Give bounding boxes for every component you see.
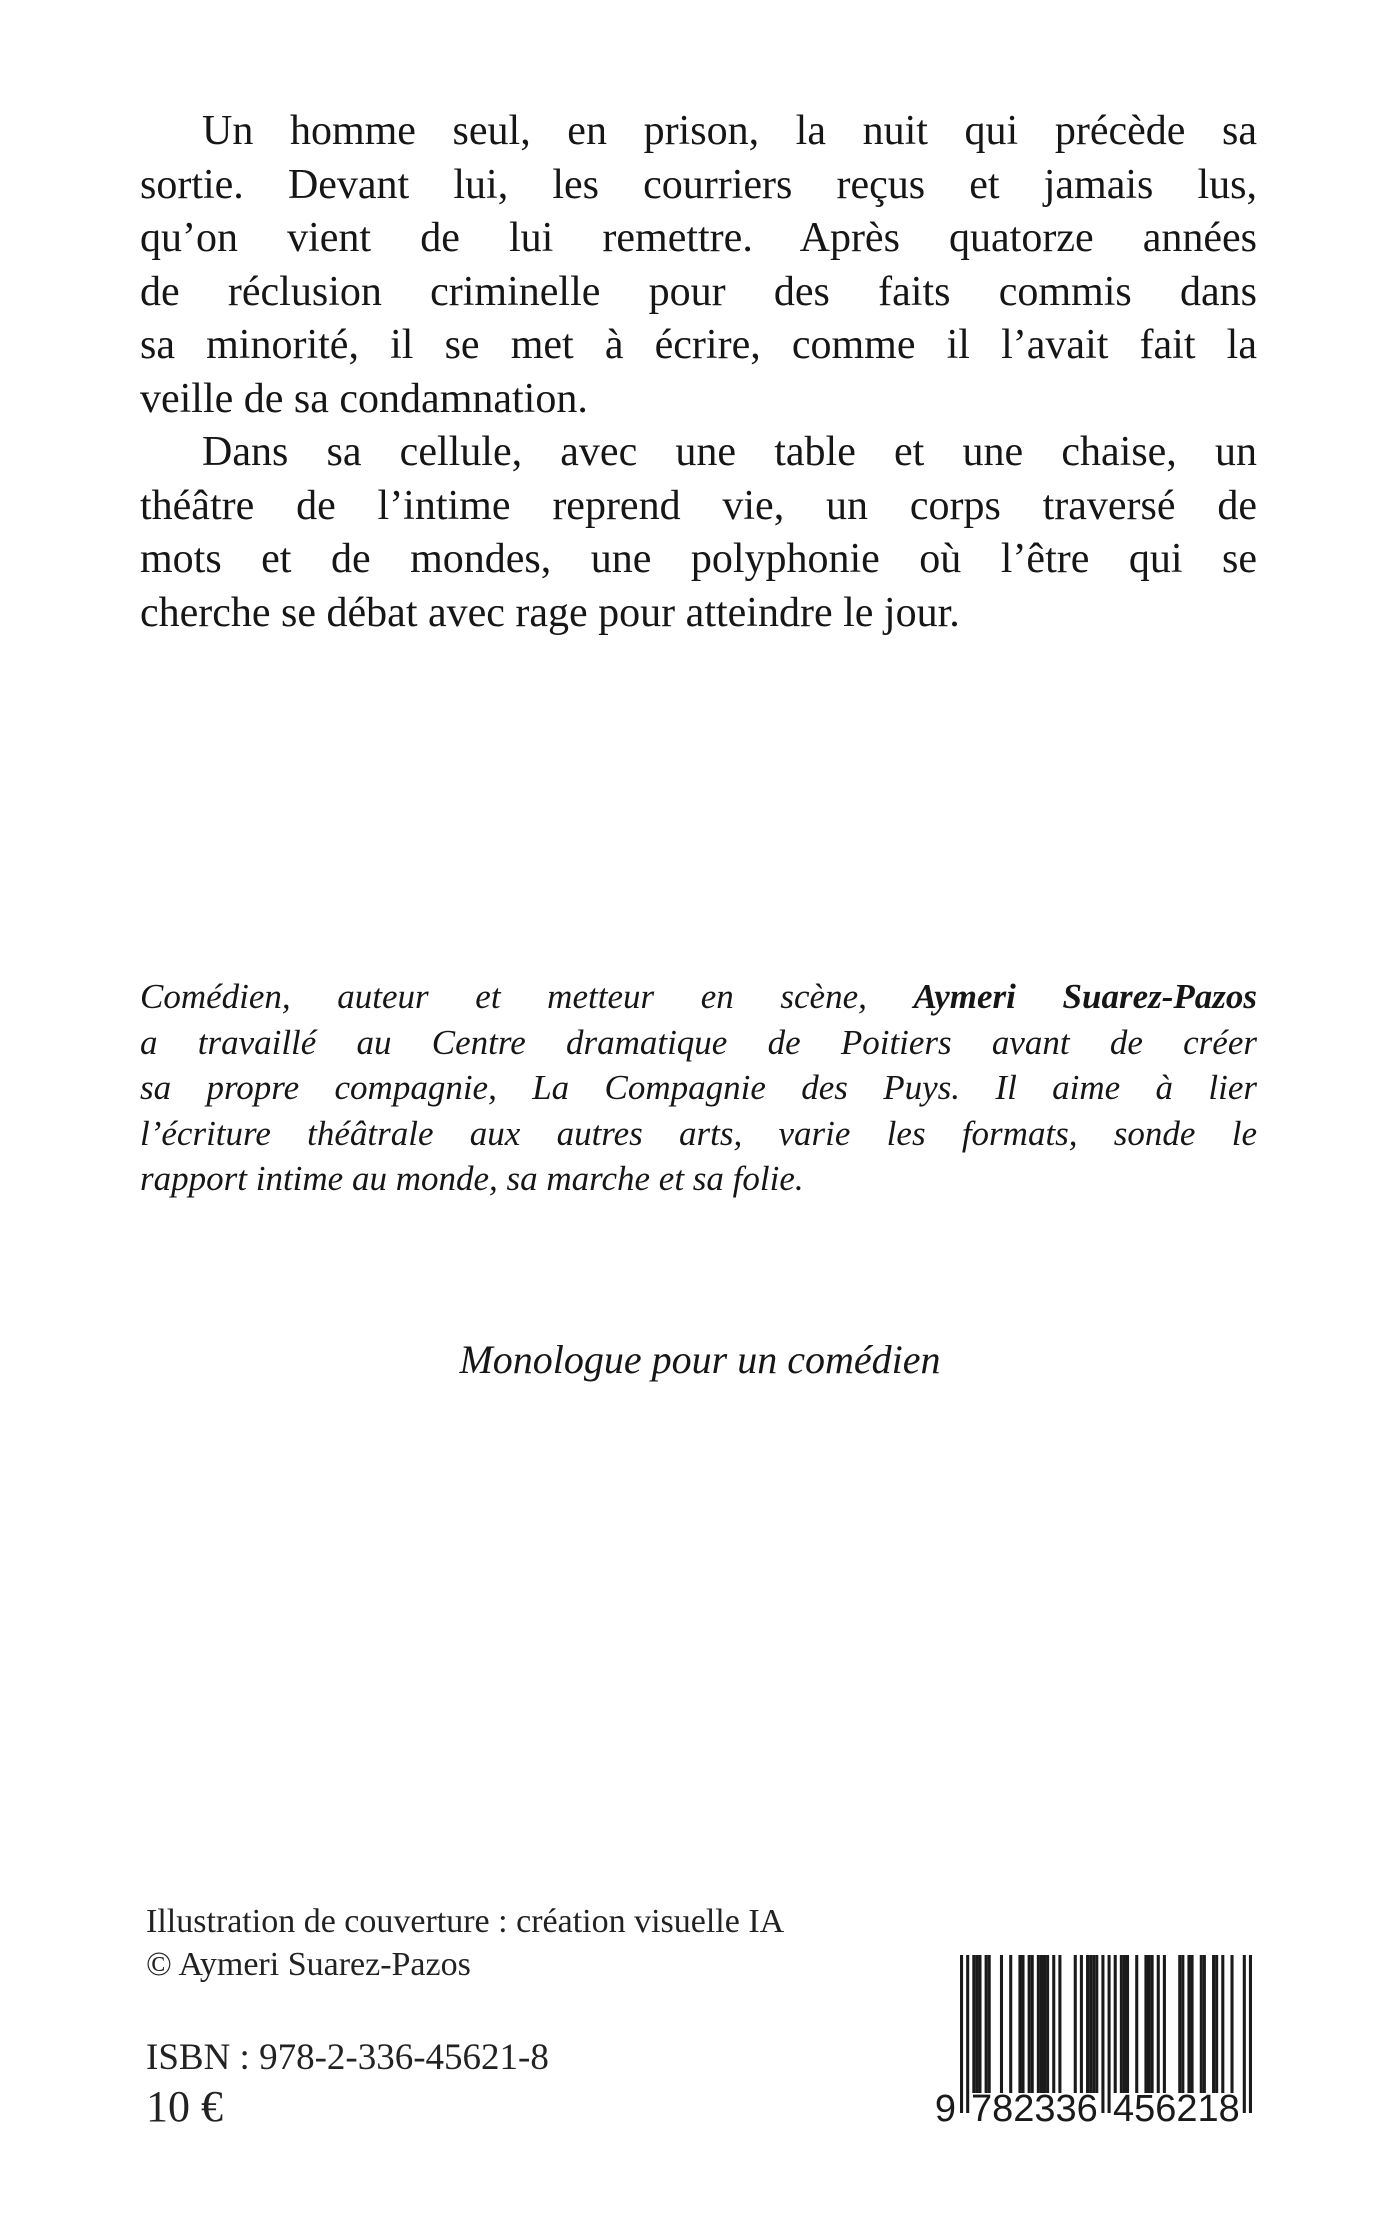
text-line — [140, 974, 1257, 1020]
synopsis-paragraph-2 — [140, 426, 1257, 640]
text-line: a travaillé au Centre dramatique de Poitiers avant de créer — [140, 1022, 1257, 1062]
illustration-credit: Illustration de couverture : création visuelle IA — [146, 1903, 785, 1940]
barcode-digits-group1: 782336 — [971, 2088, 1098, 2130]
series-title: Monologue pour un comédien — [459, 1337, 941, 1382]
text-line: mots et de mondes, une polyphonie où l’être qui se — [140, 536, 1257, 582]
text-line: cherche se débat avec rage pour atteindre le jour. — [140, 589, 960, 636]
synopsis-block — [140, 105, 1257, 640]
author-bio-block — [140, 974, 1257, 1202]
text-line: sortie. Devant lui, les courriers reçus et jamais lus, — [140, 161, 1257, 208]
text-line: de réclusion criminelle pour des faits commis dans — [140, 268, 1257, 315]
copyright-line: © Aymeri Suarez-Pazos — [146, 1946, 471, 1983]
text-line: rapport intime au monde, sa marche et sa folie. — [140, 1159, 804, 1198]
text-line: sa minorité, il se met à écrire, comme il l’avait fait la — [140, 322, 1257, 368]
text-line: l’écriture théâtrale aux autres arts, varie les formats, sonde le — [140, 1113, 1257, 1153]
cover-credits — [146, 1900, 784, 1986]
text-line: veille de sa condamnation. — [140, 375, 588, 422]
text-line: qu’on vient de lui remettre. Après quatorze années — [140, 215, 1257, 261]
text-line: Un homme seul, en prison, la nuit qui précède sa — [202, 108, 1257, 154]
text-segment: Comédien, auteur et metteur en scène, — [140, 977, 914, 1016]
author-name: Aymeri Suarez-Pazos — [913, 977, 1257, 1016]
price-label: 10 € — [146, 2082, 223, 2131]
text-line: sa propre compagnie, La Compagnie des Puys. Il aime à lier — [140, 1068, 1257, 1107]
barcode-digits-group2: 456218 — [1113, 2088, 1240, 2130]
ean13-barcode — [930, 1955, 1265, 2145]
text-line: théâtre de l’intime reprend vie, un corps traversé de — [140, 482, 1257, 529]
isbn-line: ISBN : 978-2-336-45621-8 — [146, 2037, 549, 2078]
text-line: Dans sa cellule, avec une table et une chaise, un — [202, 429, 1257, 475]
synopsis-paragraph-1 — [140, 105, 1257, 426]
barcode-digit-first: 9 — [934, 2088, 956, 2130]
